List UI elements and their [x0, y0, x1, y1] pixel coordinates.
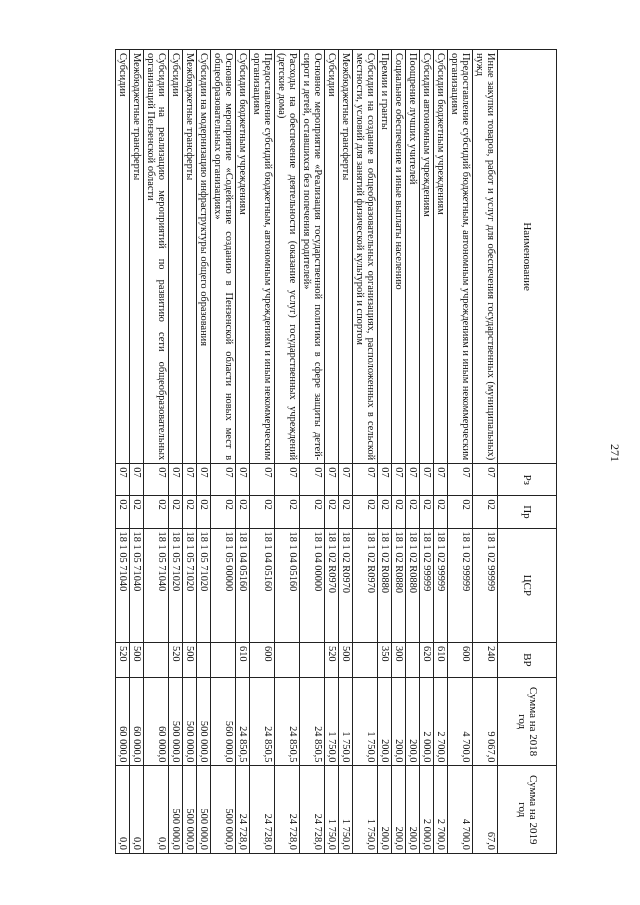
- cell-csr: 18 1 02 R0880: [378, 528, 392, 642]
- rotated-table-container: [81, 49, 557, 854]
- cell-sum-2019: 500 000,0: [183, 766, 197, 854]
- cell-vr: [406, 643, 420, 678]
- table-row: [130, 50, 144, 854]
- cell-sum-2018: 60 000,0: [116, 677, 130, 766]
- cell-name: Социальное обеспечение и иные выплаты населению: [392, 50, 406, 464]
- cell-vr: 620: [420, 643, 434, 678]
- cell-vr: [275, 643, 300, 678]
- cell-sum-2018: 500 000,0: [197, 677, 211, 766]
- cell-name: Субсидии на реализацию мероприятий по развитию сети общеобразовательных организаций Пензенской области: [144, 50, 169, 464]
- cell-csr: 18 1 02 R0880: [406, 528, 420, 642]
- cell-name: Субсидии: [325, 50, 339, 464]
- cell-sum-2018: 200,0: [406, 677, 420, 766]
- cell-rz: 07: [275, 464, 300, 496]
- header-pr: Пр: [498, 496, 557, 528]
- cell-vr: [211, 643, 236, 678]
- cell-name: Субсидии автономным учреждениям: [420, 50, 434, 464]
- cell-pr: 02: [448, 496, 473, 528]
- cell-pr: 02: [353, 496, 378, 528]
- cell-name: Межбюджетные трансферты: [339, 50, 353, 464]
- cell-csr: 18 1 02 R0970: [339, 528, 353, 642]
- cell-name: Межбюджетные трансферты: [183, 50, 197, 464]
- cell-pr: 02: [434, 496, 448, 528]
- cell-name: Предоставление субсидий бюджетным, автономным учреждениям и иным некоммерческим организациям: [250, 50, 275, 464]
- cell-name: Поощрение лучших учителей: [406, 50, 420, 464]
- table-row: [448, 50, 473, 854]
- cell-pr: 02: [236, 496, 250, 528]
- cell-pr: 02: [275, 496, 300, 528]
- cell-rz: 07: [169, 464, 183, 496]
- cell-csr: 18 1 02 R0970: [353, 528, 378, 642]
- cell-rz: 07: [197, 464, 211, 496]
- cell-csr: 18 1 05 71040: [144, 528, 169, 642]
- cell-vr: 350: [378, 643, 392, 678]
- cell-rz: 07: [353, 464, 378, 496]
- cell-pr: 02: [197, 496, 211, 528]
- cell-csr: 18 1 05 71040: [116, 528, 130, 642]
- cell-name: Предоставление субсидий бюджетным, автономным учреждениям и иным некоммерческим организациям: [448, 50, 473, 464]
- cell-vr: [144, 643, 169, 678]
- cell-vr: 610: [236, 643, 250, 678]
- cell-vr: 520: [325, 643, 339, 678]
- cell-name: Субсидии на создание в общеобразовательных организациях, расположенных в сельской местности, условий для занятий физической культурой и спортом: [353, 50, 378, 464]
- table-row: [434, 50, 448, 854]
- cell-sum-2019: 24 728,0: [300, 766, 325, 854]
- table-row: [406, 50, 420, 854]
- cell-vr: [300, 643, 325, 678]
- cell-csr: 18 1 02 R0880: [392, 528, 406, 642]
- cell-sum-2019: 67,0: [473, 766, 498, 854]
- cell-rz: 07: [183, 464, 197, 496]
- page-number: 271: [608, 444, 622, 462]
- table-row: [378, 50, 392, 854]
- header-sum-2019: Сумма на 2019 год: [498, 766, 557, 854]
- cell-pr: 02: [250, 496, 275, 528]
- cell-pr: 02: [116, 496, 130, 528]
- cell-sum-2018: 2 000,0: [420, 677, 434, 766]
- cell-rz: 07: [473, 464, 498, 496]
- cell-name: Субсидии: [169, 50, 183, 464]
- cell-sum-2018: 4 700,0: [448, 677, 473, 766]
- table-row: [197, 50, 211, 854]
- table-row: [420, 50, 434, 854]
- cell-vr: 520: [169, 643, 183, 678]
- cell-vr: 500: [183, 643, 197, 678]
- header-name: Наименование: [498, 50, 557, 464]
- cell-name: Иные закупки товаров, работ и услуг для обеспечения государственных (муниципальных) нужд: [473, 50, 498, 464]
- cell-sum-2018: 500 000,0: [169, 677, 183, 766]
- cell-sum-2018: 24 850,5: [236, 677, 250, 766]
- cell-vr: 300: [392, 643, 406, 678]
- cell-csr: 18 1 02 R0970: [325, 528, 339, 642]
- header-vr: ВР: [498, 643, 557, 678]
- cell-pr: 02: [130, 496, 144, 528]
- cell-sum-2019: 0,0: [130, 766, 144, 854]
- cell-name: Основное мероприятие «Реализация государственной политики в сфере защиты детей-сирот и детей, оставшихся без попечения родителей»: [300, 50, 325, 464]
- cell-sum-2019: 0,0: [144, 766, 169, 854]
- cell-pr: 02: [406, 496, 420, 528]
- cell-pr: 02: [300, 496, 325, 528]
- cell-csr: 18 1 04 00000: [300, 528, 325, 642]
- cell-sum-2018: 200,0: [378, 677, 392, 766]
- cell-csr: 18 1 04 05160: [236, 528, 250, 642]
- cell-rz: 07: [211, 464, 236, 496]
- table-body: [116, 50, 498, 854]
- cell-sum-2019: 1 750,0: [339, 766, 353, 854]
- cell-sum-2018: 9 067,0: [473, 677, 498, 766]
- cell-sum-2018: 24 850,5: [250, 677, 275, 766]
- cell-sum-2018: 60 000,0: [130, 677, 144, 766]
- cell-csr: 18 1 02 99999: [448, 528, 473, 642]
- table-row: [236, 50, 250, 854]
- cell-rz: 07: [300, 464, 325, 496]
- table-row: [169, 50, 183, 854]
- cell-vr: 600: [448, 643, 473, 678]
- cell-vr: 610: [434, 643, 448, 678]
- cell-pr: 02: [339, 496, 353, 528]
- cell-sum-2018: 2 700,0: [434, 677, 448, 766]
- cell-csr: 18 1 02 99999: [473, 528, 498, 642]
- cell-sum-2018: 1 750,0: [325, 677, 339, 766]
- cell-vr: 600: [250, 643, 275, 678]
- cell-sum-2019: 1 750,0: [353, 766, 378, 854]
- cell-name: Субсидии бюджетным учреждениям: [434, 50, 448, 464]
- table-row: [144, 50, 169, 854]
- cell-vr: 500: [130, 643, 144, 678]
- cell-rz: 07: [378, 464, 392, 496]
- cell-rz: 07: [339, 464, 353, 496]
- cell-sum-2018: 500 000,0: [183, 677, 197, 766]
- table-row: [353, 50, 378, 854]
- cell-pr: 02: [325, 496, 339, 528]
- cell-sum-2019: 1 750,0: [325, 766, 339, 854]
- table-row: [211, 50, 236, 854]
- cell-vr: [353, 643, 378, 678]
- cell-name: Субсидии на модернизацию инфраструктуры общего образования: [197, 50, 211, 464]
- cell-sum-2018: 24 850,5: [275, 677, 300, 766]
- table-row: [116, 50, 130, 854]
- cell-sum-2019: 24 728,0: [275, 766, 300, 854]
- header-sum-2018: Сумма на 2018 год: [498, 677, 557, 766]
- table-row: [339, 50, 353, 854]
- cell-sum-2019: 500 000,0: [169, 766, 183, 854]
- table-row: [183, 50, 197, 854]
- table-row: [275, 50, 300, 854]
- cell-sum-2019: 200,0: [392, 766, 406, 854]
- cell-vr: 240: [473, 643, 498, 678]
- table-row: [392, 50, 406, 854]
- cell-sum-2018: 1 750,0: [353, 677, 378, 766]
- cell-pr: 02: [473, 496, 498, 528]
- cell-rz: 07: [392, 464, 406, 496]
- cell-sum-2019: 2 700,0: [434, 766, 448, 854]
- cell-name: Субсидии бюджетным учреждениям: [236, 50, 250, 464]
- cell-sum-2019: 200,0: [378, 766, 392, 854]
- cell-pr: 02: [392, 496, 406, 528]
- cell-pr: 02: [183, 496, 197, 528]
- cell-vr: 500: [339, 643, 353, 678]
- cell-sum-2019: 500 000,0: [211, 766, 236, 854]
- cell-name: Субсидии: [116, 50, 130, 464]
- cell-sum-2019: 0,0: [116, 766, 130, 854]
- table-row: [325, 50, 339, 854]
- cell-rz: 07: [434, 464, 448, 496]
- cell-pr: 02: [144, 496, 169, 528]
- cell-csr: 18 1 05 71020: [197, 528, 211, 642]
- cell-rz: 07: [130, 464, 144, 496]
- cell-vr: 520: [116, 643, 130, 678]
- cell-rz: 07: [325, 464, 339, 496]
- cell-pr: 02: [169, 496, 183, 528]
- cell-pr: 02: [378, 496, 392, 528]
- cell-name: Основное мероприятие «Содействие созданию в Пензенской области новых мест в общеобразовательных организациях»: [211, 50, 236, 464]
- cell-sum-2019: 200,0: [406, 766, 420, 854]
- cell-sum-2018: 1 750,0: [339, 677, 353, 766]
- cell-sum-2018: 200,0: [392, 677, 406, 766]
- cell-name: Премии и гранты: [378, 50, 392, 464]
- table-row: [473, 50, 498, 854]
- cell-sum-2019: 24 728,0: [250, 766, 275, 854]
- cell-rz: 07: [406, 464, 420, 496]
- cell-csr: 18 1 02 99999: [420, 528, 434, 642]
- cell-rz: 07: [116, 464, 130, 496]
- cell-name: Межбюджетные трансферты: [130, 50, 144, 464]
- header-rz: Рз: [498, 464, 557, 496]
- table-row: [300, 50, 325, 854]
- cell-rz: 07: [420, 464, 434, 496]
- cell-sum-2019: 2 000,0: [420, 766, 434, 854]
- cell-vr: [197, 643, 211, 678]
- header-csr: ЦСР: [498, 528, 557, 642]
- cell-pr: 02: [211, 496, 236, 528]
- table-wrapper: [81, 49, 557, 854]
- cell-name: Расходы на обеспечение деятельности (оказание услуг) государственных учреждений (детские дома): [275, 50, 300, 464]
- budget-table: [115, 49, 557, 854]
- cell-csr: 18 1 05 71020: [183, 528, 197, 642]
- cell-sum-2019: 4 700,0: [448, 766, 473, 854]
- cell-rz: 07: [144, 464, 169, 496]
- cell-sum-2019: 500 000,0: [197, 766, 211, 854]
- cell-csr: 18 1 05 71040: [130, 528, 144, 642]
- cell-csr: 18 1 05 71020: [169, 528, 183, 642]
- cell-sum-2019: 24 728,0: [236, 766, 250, 854]
- table-row: [250, 50, 275, 854]
- cell-sum-2018: 60 000,0: [144, 677, 169, 766]
- cell-sum-2018: 560 000,0: [211, 677, 236, 766]
- cell-rz: 07: [448, 464, 473, 496]
- cell-csr: 18 1 04 05160: [275, 528, 300, 642]
- cell-rz: 07: [250, 464, 275, 496]
- cell-csr: 18 1 02 99999: [434, 528, 448, 642]
- cell-rz: 07: [236, 464, 250, 496]
- cell-csr: 18 1 05 00000: [211, 528, 236, 642]
- header-row: [498, 50, 557, 854]
- cell-sum-2018: 24 850,5: [300, 677, 325, 766]
- cell-csr: 18 1 04 05160: [250, 528, 275, 642]
- cell-pr: 02: [420, 496, 434, 528]
